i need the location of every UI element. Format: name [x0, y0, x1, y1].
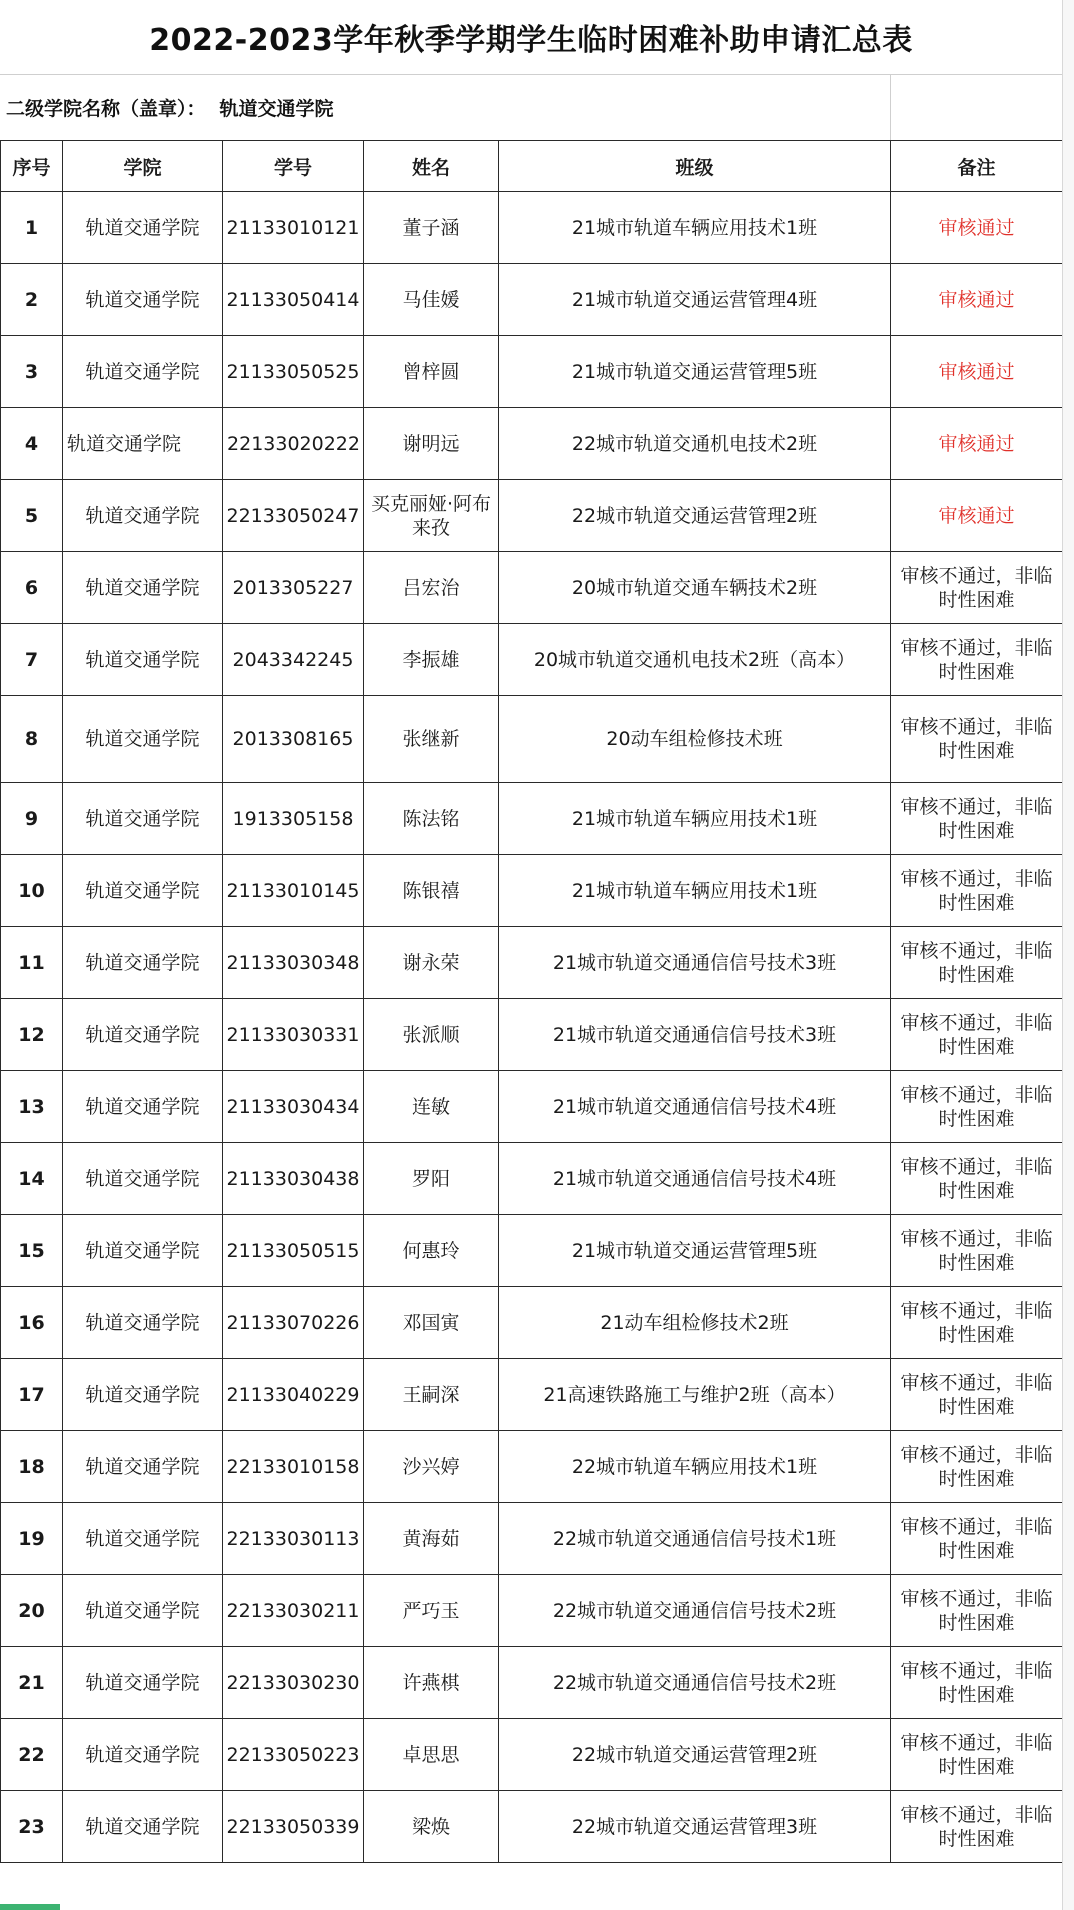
- table-row: [1, 1287, 1063, 1359]
- cell-remark: 审核不通过，非临时性困难: [891, 783, 1063, 855]
- cell-class: 21城市轨道交通运营管理5班: [499, 336, 891, 408]
- cell-seq: 4: [1, 408, 63, 480]
- cell-name: 曾梓圆: [364, 336, 499, 408]
- cell-seq: 10: [1, 855, 63, 927]
- table-row: [1, 999, 1063, 1071]
- cell-seq: 17: [1, 1359, 63, 1431]
- cell-college: 轨道交通学院: [63, 855, 223, 927]
- cell-name: 黄海茹: [364, 1503, 499, 1575]
- cell-name: 梁焕: [364, 1791, 499, 1863]
- table-row: [1, 1431, 1063, 1503]
- cell-name: 邓国寅: [364, 1287, 499, 1359]
- cell-student-id: 21133030438: [223, 1143, 364, 1215]
- cell-student-id: 22133030211: [223, 1575, 364, 1647]
- cell-remark: 审核不通过，非临时性困难: [891, 696, 1063, 783]
- cell-name: 陈法铭: [364, 783, 499, 855]
- table-row: [1, 783, 1063, 855]
- cell-student-id: 22133010158: [223, 1431, 364, 1503]
- table-row: [1, 552, 1063, 624]
- cell-student-id: 22133050339: [223, 1791, 364, 1863]
- college-label: 二级学院名称（盖章）：: [6, 97, 206, 120]
- cell-remark: 审核通过: [891, 408, 1063, 480]
- cell-student-id: 22133020222: [223, 408, 364, 480]
- header-name: 姓名: [364, 141, 499, 192]
- right-gutter: [1062, 0, 1074, 1910]
- cell-college: 轨道交通学院: [63, 1143, 223, 1215]
- header-college: 学院: [63, 141, 223, 192]
- college-line: [0, 94, 334, 121]
- cell-class: 21城市轨道车辆应用技术1班: [499, 783, 891, 855]
- cell-remark: 审核不通过，非临时性困难: [891, 927, 1063, 999]
- cell-college: 轨道交通学院: [63, 1647, 223, 1719]
- cell-college: 轨道交通学院: [63, 1719, 223, 1791]
- header-remark: 备注: [891, 141, 1063, 192]
- cell-name: 卓思思: [364, 1719, 499, 1791]
- cell-student-id: 21133030348: [223, 927, 364, 999]
- cell-seq: 15: [1, 1215, 63, 1287]
- cell-remark: 审核不通过，非临时性困难: [891, 1143, 1063, 1215]
- cell-college: 轨道交通学院: [63, 1431, 223, 1503]
- table-row: [1, 1215, 1063, 1287]
- table-row: [1, 624, 1063, 696]
- cell-class: 21动车组检修技术2班: [499, 1287, 891, 1359]
- cell-college: 轨道交通学院: [63, 408, 223, 480]
- cell-remark: 审核不通过，非临时性困难: [891, 1503, 1063, 1575]
- table-row: [1, 1791, 1063, 1863]
- cell-class: 20动车组检修技术班: [499, 696, 891, 783]
- cell-seq: 19: [1, 1503, 63, 1575]
- cell-seq: 13: [1, 1071, 63, 1143]
- cell-remark: 审核不通过，非临时性困难: [891, 1647, 1063, 1719]
- college-row: [0, 74, 1062, 140]
- table-row: [1, 1071, 1063, 1143]
- cell-class: 22城市轨道交通运营管理3班: [499, 1791, 891, 1863]
- cell-name: 李振雄: [364, 624, 499, 696]
- cell-remark: 审核不通过，非临时性困难: [891, 1575, 1063, 1647]
- cell-seq: 3: [1, 336, 63, 408]
- cell-remark: 审核不通过，非临时性困难: [891, 1359, 1063, 1431]
- cell-divider: [890, 74, 891, 140]
- cell-college: 轨道交通学院: [63, 480, 223, 552]
- cell-seq: 14: [1, 1143, 63, 1215]
- cell-college: 轨道交通学院: [63, 927, 223, 999]
- cell-name: 谢永荣: [364, 927, 499, 999]
- table-row: [1, 927, 1063, 999]
- cell-seq: 20: [1, 1575, 63, 1647]
- cell-student-id: 21133050515: [223, 1215, 364, 1287]
- cell-remark: 审核不通过，非临时性困难: [891, 1719, 1063, 1791]
- cell-college: 轨道交通学院: [63, 336, 223, 408]
- cell-seq: 18: [1, 1431, 63, 1503]
- cell-name: 谢明远: [364, 408, 499, 480]
- table-row: [1, 1719, 1063, 1791]
- cell-remark: 审核不通过，非临时性困难: [891, 855, 1063, 927]
- cell-seq: 11: [1, 927, 63, 999]
- header-seq: 序号: [1, 141, 63, 192]
- table-row: [1, 264, 1063, 336]
- cell-seq: 21: [1, 1647, 63, 1719]
- cell-name: 沙兴婷: [364, 1431, 499, 1503]
- cell-seq: 22: [1, 1719, 63, 1791]
- table-row: [1, 408, 1063, 480]
- cell-student-id: 2043342245: [223, 624, 364, 696]
- cell-class: 22城市轨道交通运营管理2班: [499, 480, 891, 552]
- cell-seq: 16: [1, 1287, 63, 1359]
- cell-class: 21高速铁路施工与维护2班（高本）: [499, 1359, 891, 1431]
- summary-table: [0, 140, 1063, 1863]
- cell-student-id: 21133050525: [223, 336, 364, 408]
- table-row: [1, 192, 1063, 264]
- cell-remark: 审核不通过，非临时性困难: [891, 1215, 1063, 1287]
- table-row: [1, 1143, 1063, 1215]
- cell-seq: 7: [1, 624, 63, 696]
- cell-name: 罗阳: [364, 1143, 499, 1215]
- cell-class: 22城市轨道交通通信信号技术2班: [499, 1647, 891, 1719]
- cell-college: 轨道交通学院: [63, 999, 223, 1071]
- cell-name: 许燕棋: [364, 1647, 499, 1719]
- header-class: 班级: [499, 141, 891, 192]
- cell-name: 王嗣深: [364, 1359, 499, 1431]
- cell-name: 张继新: [364, 696, 499, 783]
- cell-student-id: 21133040229: [223, 1359, 364, 1431]
- cell-class: 21城市轨道交通通信信号技术3班: [499, 999, 891, 1071]
- table-row: [1, 1647, 1063, 1719]
- cell-college: 轨道交通学院: [63, 1503, 223, 1575]
- cell-college: 轨道交通学院: [63, 1359, 223, 1431]
- table-header-row: [1, 141, 1063, 192]
- cell-name: 董子涵: [364, 192, 499, 264]
- cell-student-id: 21133050414: [223, 264, 364, 336]
- cell-seq: 5: [1, 480, 63, 552]
- cell-student-id: 21133030434: [223, 1071, 364, 1143]
- title-row: [0, 0, 1062, 75]
- cell-student-id: 22133050223: [223, 1719, 364, 1791]
- cell-college: 轨道交通学院: [63, 696, 223, 783]
- table-row: [1, 1575, 1063, 1647]
- cell-class: 21城市轨道车辆应用技术1班: [499, 855, 891, 927]
- table-row: [1, 336, 1063, 408]
- cell-class: 22城市轨道交通机电技术2班: [499, 408, 891, 480]
- cell-remark: 审核不通过，非临时性困难: [891, 1071, 1063, 1143]
- cell-class: 22城市轨道交通运营管理2班: [499, 1719, 891, 1791]
- cell-class: 21城市轨道交通通信信号技术4班: [499, 1143, 891, 1215]
- cell-student-id: 21133010121: [223, 192, 364, 264]
- cell-seq: 1: [1, 192, 63, 264]
- cell-class: 22城市轨道交通通信信号技术2班: [499, 1575, 891, 1647]
- cell-college: 轨道交通学院: [63, 1287, 223, 1359]
- cell-student-id: 2013305227: [223, 552, 364, 624]
- cell-seq: 6: [1, 552, 63, 624]
- cell-remark: 审核通过: [891, 192, 1063, 264]
- cell-remark: 审核不通过，非临时性困难: [891, 1431, 1063, 1503]
- cell-remark: 审核不通过，非临时性困难: [891, 552, 1063, 624]
- cell-college: 轨道交通学院: [63, 1215, 223, 1287]
- cell-remark: 审核不通过，非临时性困难: [891, 999, 1063, 1071]
- page-title: 2022-2023学年秋季学期学生临时困难补助申请汇总表: [149, 23, 913, 58]
- cell-name: 吕宏治: [364, 552, 499, 624]
- table-row: [1, 480, 1063, 552]
- cell-remark: 审核通过: [891, 264, 1063, 336]
- table-body: [1, 192, 1063, 1863]
- cell-seq: 2: [1, 264, 63, 336]
- cell-name: 严巧玉: [364, 1575, 499, 1647]
- table-row: [1, 855, 1063, 927]
- cell-student-id: 22133030230: [223, 1647, 364, 1719]
- cell-seq: 23: [1, 1791, 63, 1863]
- cell-student-id: 22133050247: [223, 480, 364, 552]
- cell-seq: 12: [1, 999, 63, 1071]
- cell-student-id: 21133010145: [223, 855, 364, 927]
- cell-remark: 审核通过: [891, 336, 1063, 408]
- cell-college: 轨道交通学院: [63, 192, 223, 264]
- cell-class: 21城市轨道交通通信信号技术3班: [499, 927, 891, 999]
- cell-class: 22城市轨道交通通信信号技术1班: [499, 1503, 891, 1575]
- cell-college: 轨道交通学院: [63, 1575, 223, 1647]
- cell-class: 21城市轨道交通通信信号技术4班: [499, 1071, 891, 1143]
- cell-name: 张派顺: [364, 999, 499, 1071]
- cell-college: 轨道交通学院: [63, 1071, 223, 1143]
- cell-college: 轨道交通学院: [63, 624, 223, 696]
- cell-student-id: 2013308165: [223, 696, 364, 783]
- cell-remark: 审核不通过，非临时性困难: [891, 1791, 1063, 1863]
- table-row: [1, 1359, 1063, 1431]
- cell-name: 陈银禧: [364, 855, 499, 927]
- table-row: [1, 696, 1063, 783]
- cell-name: 买克丽娅·阿布来孜: [364, 480, 499, 552]
- cell-class: 20城市轨道交通车辆技术2班: [499, 552, 891, 624]
- cell-college: 轨道交通学院: [63, 783, 223, 855]
- cell-remark: 审核不通过，非临时性困难: [891, 1287, 1063, 1359]
- cell-name: 马佳媛: [364, 264, 499, 336]
- cell-remark: 审核不通过，非临时性困难: [891, 624, 1063, 696]
- header-student-id: 学号: [223, 141, 364, 192]
- cell-college: 轨道交通学院: [63, 552, 223, 624]
- cell-class: 21城市轨道车辆应用技术1班: [499, 192, 891, 264]
- cell-seq: 8: [1, 696, 63, 783]
- cell-class: 21城市轨道交通运营管理5班: [499, 1215, 891, 1287]
- cell-college: 轨道交通学院: [63, 264, 223, 336]
- cell-seq: 9: [1, 783, 63, 855]
- cell-college: 轨道交通学院: [63, 1791, 223, 1863]
- cell-class: 20城市轨道交通机电技术2班（高本）: [499, 624, 891, 696]
- cell-student-id: 1913305158: [223, 783, 364, 855]
- cell-student-id: 22133030113: [223, 1503, 364, 1575]
- cell-class: 21城市轨道交通运营管理4班: [499, 264, 891, 336]
- cell-student-id: 21133070226: [223, 1287, 364, 1359]
- college-name: 轨道交通学院: [219, 97, 334, 120]
- table-row: [1, 1503, 1063, 1575]
- cell-student-id: 21133030331: [223, 999, 364, 1071]
- cell-remark: 审核通过: [891, 480, 1063, 552]
- bottom-accent-bar: [0, 1904, 60, 1910]
- cell-name: 何惠玲: [364, 1215, 499, 1287]
- cell-class: 22城市轨道车辆应用技术1班: [499, 1431, 891, 1503]
- cell-name: 连敏: [364, 1071, 499, 1143]
